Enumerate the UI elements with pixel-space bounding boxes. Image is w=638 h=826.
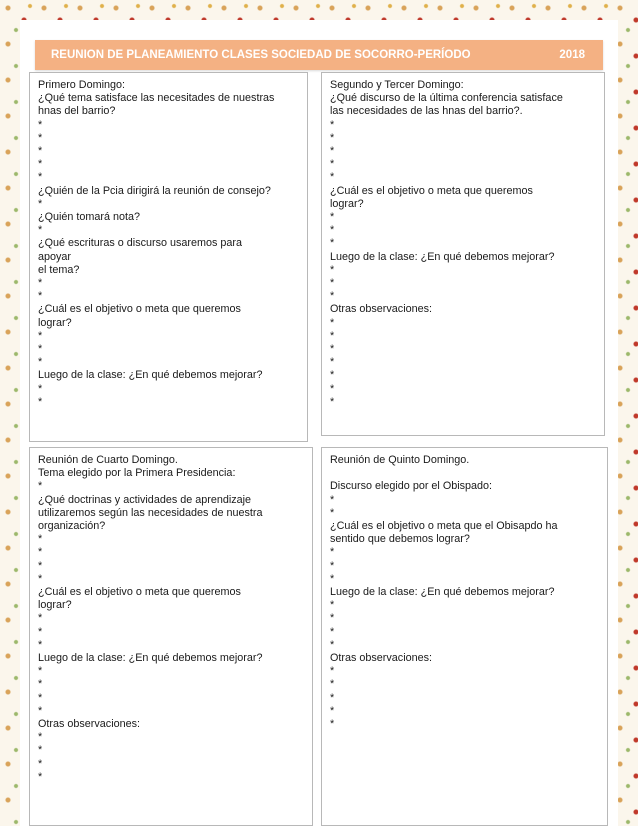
box-text-line: * xyxy=(330,718,335,731)
first-sunday-box xyxy=(29,72,308,442)
box-text-line: * xyxy=(38,638,43,651)
box-text-line: hnas del barrio? xyxy=(38,105,116,118)
box-text-line: * xyxy=(38,704,43,717)
box-text-line: * xyxy=(38,118,43,131)
document-page xyxy=(20,20,618,826)
box-text-line: * xyxy=(330,237,335,250)
box-text-line: ¿Cuál es el objetivo o meta que queremos xyxy=(38,303,241,316)
box-text-line: Tema elegido por la Primera Presidencia: xyxy=(38,467,236,480)
box-text-line: * xyxy=(38,356,43,369)
box-text-line: * xyxy=(330,678,335,691)
box-text-line: * xyxy=(38,678,43,691)
box-text-line: * xyxy=(38,546,43,559)
box-text-line: el tema? xyxy=(38,263,80,276)
box-text-line: Reunión de Cuarto Domingo. xyxy=(38,454,178,466)
box-text-line: * xyxy=(38,665,43,678)
fourth-sunday-box xyxy=(29,447,313,826)
box-text-line: * xyxy=(38,290,43,303)
box-text-line: * xyxy=(38,559,43,572)
box-text-line: * xyxy=(38,145,43,158)
box-text-line: * xyxy=(330,356,335,369)
box-text-line: * xyxy=(330,506,335,519)
box-text-line: * xyxy=(38,744,43,757)
box-text-line: Otras observaciones: xyxy=(330,652,433,665)
box-text-line: * xyxy=(330,118,335,131)
box-text-line: * xyxy=(330,638,335,651)
box-text-line: apoyar xyxy=(38,250,72,263)
box-text-line: Luego de la clase: ¿En qué debemos mejorar? xyxy=(38,369,263,382)
box-text-line: lograr? xyxy=(330,197,364,210)
header-year: 2018 xyxy=(559,49,585,61)
box-text-line: * xyxy=(38,171,43,184)
box-text-line: * xyxy=(330,145,335,158)
box-text-line: ¿Qué discurso de la última conferencia satisface xyxy=(330,92,563,105)
box-text-line: Reunión de Quinto Domingo. xyxy=(330,454,470,466)
box-text-line: * xyxy=(38,625,43,638)
box-text-line: Primero Domingo: xyxy=(38,79,126,91)
box-text-line: * xyxy=(330,158,335,171)
box-text-line: organización? xyxy=(38,520,106,533)
box-text-line: * xyxy=(330,329,335,342)
box-text-line: Luego de la clase: ¿En qué debemos mejorar? xyxy=(330,586,555,599)
box-text-line: * xyxy=(330,382,335,395)
box-text-line: * xyxy=(330,612,335,625)
box-text-line: * xyxy=(330,131,335,144)
box-text-line: sentido que debemos lograr? xyxy=(330,533,470,546)
box-text-line: * xyxy=(38,572,43,585)
box-text-line: las necesidades de las hnas del barrio?. xyxy=(330,105,523,118)
box-text-line: * xyxy=(330,395,335,408)
box-text-line: * xyxy=(38,158,43,171)
header-banner xyxy=(35,40,603,70)
box-text-line: * xyxy=(38,382,43,395)
box-text-line: utilizaremos según las necesidades de nuestra xyxy=(38,506,263,519)
fifth-sunday-box xyxy=(321,447,608,826)
box-text-line: * xyxy=(330,263,335,276)
box-text-line: * xyxy=(38,480,43,493)
box-text-line: * xyxy=(330,493,335,506)
box-text-line: ¿Qué doctrinas y actividades de aprendizaje xyxy=(38,493,252,506)
box-text-line: Otras observaciones: xyxy=(38,718,141,731)
box-text-line: Luego de la clase: ¿En qué debemos mejorar? xyxy=(38,652,263,665)
box-text-line: * xyxy=(330,211,335,224)
box-text-line: * xyxy=(38,612,43,625)
box-text-line: lograr? xyxy=(38,599,72,612)
box-text-line: * xyxy=(330,599,335,612)
box-text-line: * xyxy=(38,395,43,408)
box-text-line: * xyxy=(330,290,335,303)
box-text-line: * xyxy=(330,316,335,329)
box-text-line: * xyxy=(330,665,335,678)
box-text-line: * xyxy=(330,343,335,356)
box-text-line: ¿Cuál es el objetivo o meta que queremos xyxy=(330,184,533,197)
box-text-line xyxy=(330,467,599,480)
box-text-line: ¿Cuál es el objetivo o meta que queremos xyxy=(38,586,241,599)
box-text-line: * xyxy=(38,731,43,744)
box-text-line: * xyxy=(330,171,335,184)
box-text-line: * xyxy=(38,770,43,783)
box-text-line: ¿Qué escrituras o discurso usaremos para xyxy=(38,237,243,250)
box-text-line: * xyxy=(330,369,335,382)
box-text-line: lograr? xyxy=(38,316,72,329)
box-text-line: * xyxy=(38,691,43,704)
box-text-line: * xyxy=(330,546,335,559)
header-title: REUNION DE PLANEAMIENTO CLASES SOCIEDAD DE SOCORRO-PERÍODO xyxy=(51,49,471,61)
box-text-line: ¿Cuál es el objetivo o meta que el Obisapdo ha xyxy=(330,520,558,532)
box-text-line: * xyxy=(330,572,335,585)
box-text-line: * xyxy=(330,224,335,237)
box-text-line: * xyxy=(38,224,43,237)
box-text-line: Discurso elegido por el Obispado: xyxy=(330,480,493,493)
box-text-line: * xyxy=(38,533,43,546)
box-text-line: ¿Quién tomará nota? xyxy=(38,211,141,224)
box-text-line: * xyxy=(38,329,43,342)
second-third-sunday-box xyxy=(321,72,605,436)
box-text-line: * xyxy=(38,757,43,770)
box-text-line: * xyxy=(38,131,43,144)
box-text-line: * xyxy=(38,277,43,290)
box-text-line: * xyxy=(330,277,335,290)
box-text-line: * xyxy=(330,704,335,717)
box-text-line: * xyxy=(38,197,43,210)
box-text-line: * xyxy=(330,691,335,704)
box-text-line: Luego de la clase: ¿En qué debemos mejorar? xyxy=(330,250,555,263)
box-text-line: ¿Qué tema satisface las necesitades de nuestras xyxy=(38,92,275,105)
box-text-line: Otras observaciones: xyxy=(330,303,433,316)
box-text-line: * xyxy=(38,343,43,356)
box-text-line: ¿Quién de la Pcia dirigirá la reunión de consejo? xyxy=(38,184,271,197)
box-text-line: * xyxy=(330,625,335,638)
box-text-line: Segundo y Tercer Domingo: xyxy=(330,79,464,91)
box-text-line: * xyxy=(330,559,335,572)
